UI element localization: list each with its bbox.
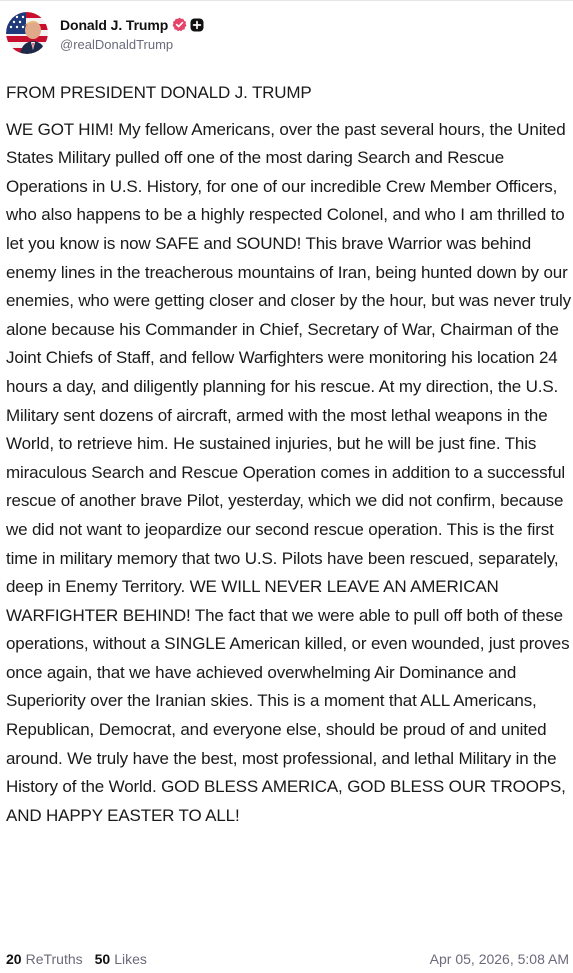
author-handle[interactable]: @realDonaldTrump xyxy=(60,36,174,52)
post-header xyxy=(6,9,204,57)
post-timestamp[interactable]: Apr 05, 2026, 5:08 AM xyxy=(429,951,569,967)
flag-portrait-avatar-icon xyxy=(6,12,48,54)
post-body: WE GOT HIM! My fellow Americans, over the past several hours, the United States Military pulled off one of the most daring Search and Rescue Operations in U.S. History, for one of our incredible Crew Member Officers, who also happens to be a highly respected Colonel, and who I am thrilled to let you know is now SAFE and SOUND! This brave Warrior was behind enemy lines in the treacherous mountains of Iran, being hunted down by our enemies, who were getting closer and closer by the hour, but was never truly alone because his Commander in Chief, Secretary of War, Chairman of the Joint Chiefs of Staff, and fellow Warfighters were monitoring his location 24 hours a day, and diligently planning for his rescue. At my direction, the U.S. Military sent dozens of aircraft, armed with the most lethal weapons in the World, to retrieve him. He sustained injuries, but he will be just fine. This miraculous Search and Rescue Operation comes in addition to a successful rescue of another brave Pilot, yesterday, which we did not confirm, because we did not want to jeopardize our second rescue operation. This is the first time in military memory that two U.S. Pilots have been rescued, separately, deep in Enemy Territory. WE WILL NEVER LEAVE AN AMERICAN WARFIGHTER BEHIND! The fact that we were able to pull off both of these operations, without a SINGLE American killed, or even wounded, just proves once again, that we have achieved overwhelming Air Dominance and Superiority over the Iranian skies. This is a moment that ALL Americans, Republican, Democrat, and everyone else, should be proud of and united around. We truly have the best, most professional, and lethal Military in the History of the World. GOD BLESS AMERICA, GOD BLESS OUR TROOPS, AND HAPPY EASTER TO ALL! xyxy=(6,119,572,825)
post-heading: FROM PRESIDENT DONALD J. TRUMP xyxy=(6,83,312,102)
likes-count: 50 xyxy=(94,951,111,967)
verified-check-icon xyxy=(172,17,187,32)
retruths-count: 20 xyxy=(6,951,22,967)
post-footer xyxy=(6,947,569,971)
plus-badge-icon xyxy=(190,18,204,32)
author-display-name[interactable]: Donald J. Trump xyxy=(60,16,169,33)
author-identity xyxy=(60,15,204,52)
likes-label: Likes xyxy=(114,951,147,967)
name-row xyxy=(60,15,204,35)
retruths-stat[interactable] xyxy=(6,951,83,967)
avatar[interactable] xyxy=(6,12,48,54)
post-content xyxy=(6,79,571,830)
likes-stat[interactable] xyxy=(95,951,147,967)
retruths-label: ReTruths xyxy=(25,951,83,967)
